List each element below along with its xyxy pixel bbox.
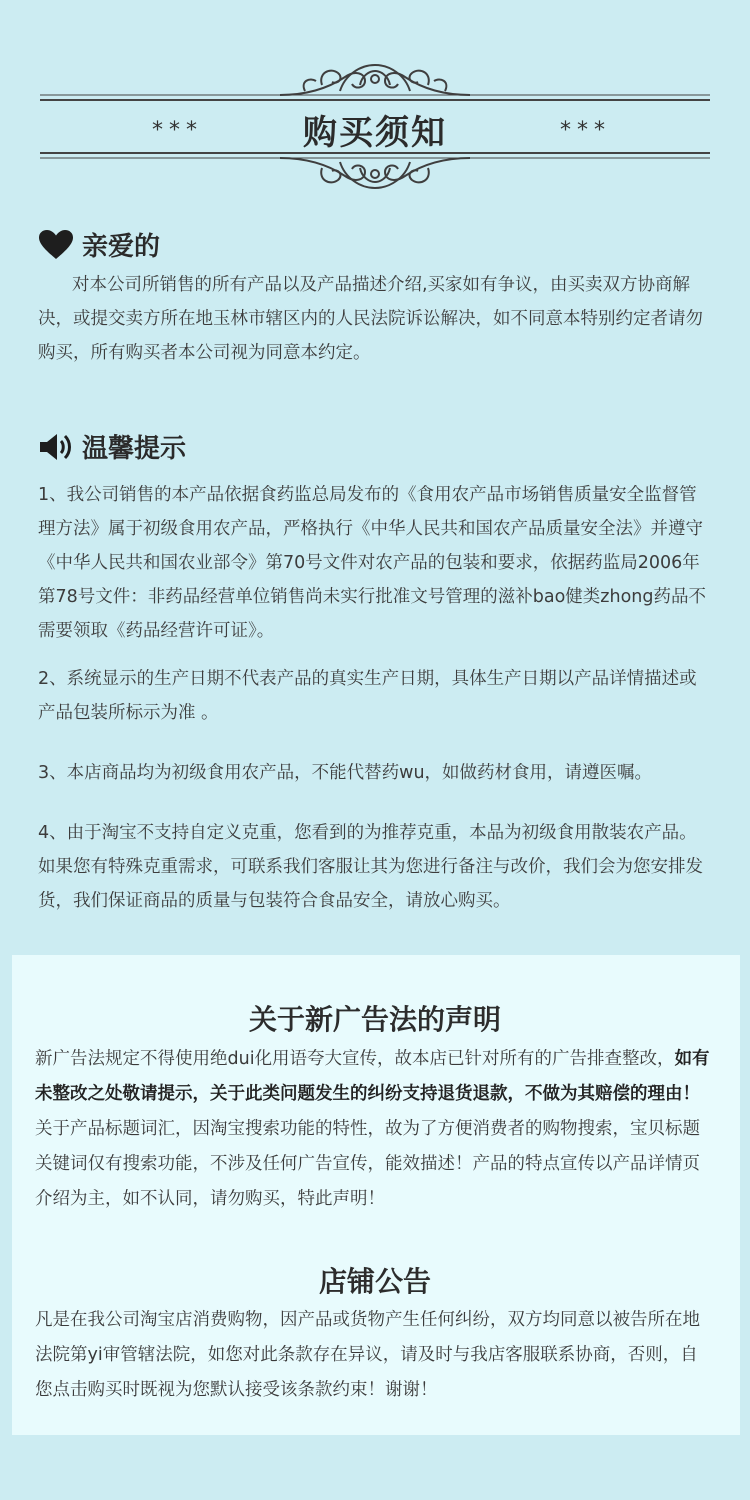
tip-item-2: 2、系统显示的生产日期不代表产品的真实生产日期，具体生产日期以产品详情描述或产品包装所标示为准 。 (38, 669, 697, 723)
speaker-icon (38, 431, 74, 463)
tip-item-4: 4、由于淘宝不支持自定义克重，您看到的为推荐克重，本品为初级食用散装农产品。如果您有特殊克重需求，可联系我们客服让其为您进行备注与改价，我们会为您安排发货，我们保证商品的质量与包装符合食品安全，请放心购买。 (38, 823, 703, 911)
store-notice-title: 店铺公告 (318, 1265, 431, 1298)
dear-body-text: 对本公司所销售的所有产品以及产品描述介绍,买家如有争议，由买卖双方协商解决，或提交卖方所在地玉林市辖区内的人民法院诉讼解决，如不同意本特别约定者请勿购买，所有购买者本公司视为同意本约定。 (38, 275, 703, 363)
ad-law-title: 关于新广告法的声明 (248, 1003, 501, 1036)
tip-item-3: 3、本店商品均为初级食用农产品，不能代替药wu，如做药材食用，请遵医嘱。 (38, 763, 653, 783)
title-banner (0, 55, 750, 195)
ad-law-text (35, 1042, 715, 1217)
dear-heading-label: 亲爱的 (82, 232, 161, 262)
decorative-stars-left: *** (152, 118, 203, 143)
ad-law-text-part-b: 关于产品标题词汇，因淘宝搜索功能的特性，故为了方便消费者的购物搜索，宝贝标题关键词仅有搜索功能，不涉及任何广告宣传，能效描述！产品的特点宣传以产品详情页介绍为主，如不认同，请勿购买，特此声明！ (35, 1119, 700, 1209)
tip-item-1: 1、我公司销售的本产品依据食药监总局发布的《食用农产品市场销售质量安全监督管理方法》属于初级食用农产品，严格执行《中华人民共和国农产品质量安全法》并遵守《中华人民共和国农业部令》第70号文件对农产品的包装和要求，依据药监局2006年第78号文件：非药品经营单位销售尚未实行批准文号管理的滋补bao健类zhong药品不需要领取《药品经营许可证》。 (38, 485, 706, 641)
store-notice-text: 凡是在我公司淘宝店消费购物，因产品或货物产生任何纠纷，双方均同意以被告所在地法院第yi审管辖法院，如您对此条款存在异议，请及时与我店客服联系协商，否则，自您点击购买时既视为您默认接受该条款约束！谢谢！ (35, 1310, 700, 1400)
tips-heading-label: 温馨提示 (82, 434, 187, 464)
heart-icon (38, 229, 74, 261)
dear-section-heading (38, 226, 160, 263)
ad-law-text-bold: 如有未整改之处敬请提示，关于此类问题发生的纠纷支持退货退款，不做为其赔偿的理由！ (35, 1049, 710, 1104)
ad-law-text-part-a: 新广告法规定不得使用绝dui化用语夸大宣传，故本店已针对所有的广告排查整改， (35, 1049, 675, 1069)
tips-section-heading (38, 428, 186, 465)
decorative-stars-right: *** (560, 118, 611, 143)
page-title: 购买须知 (303, 113, 447, 153)
